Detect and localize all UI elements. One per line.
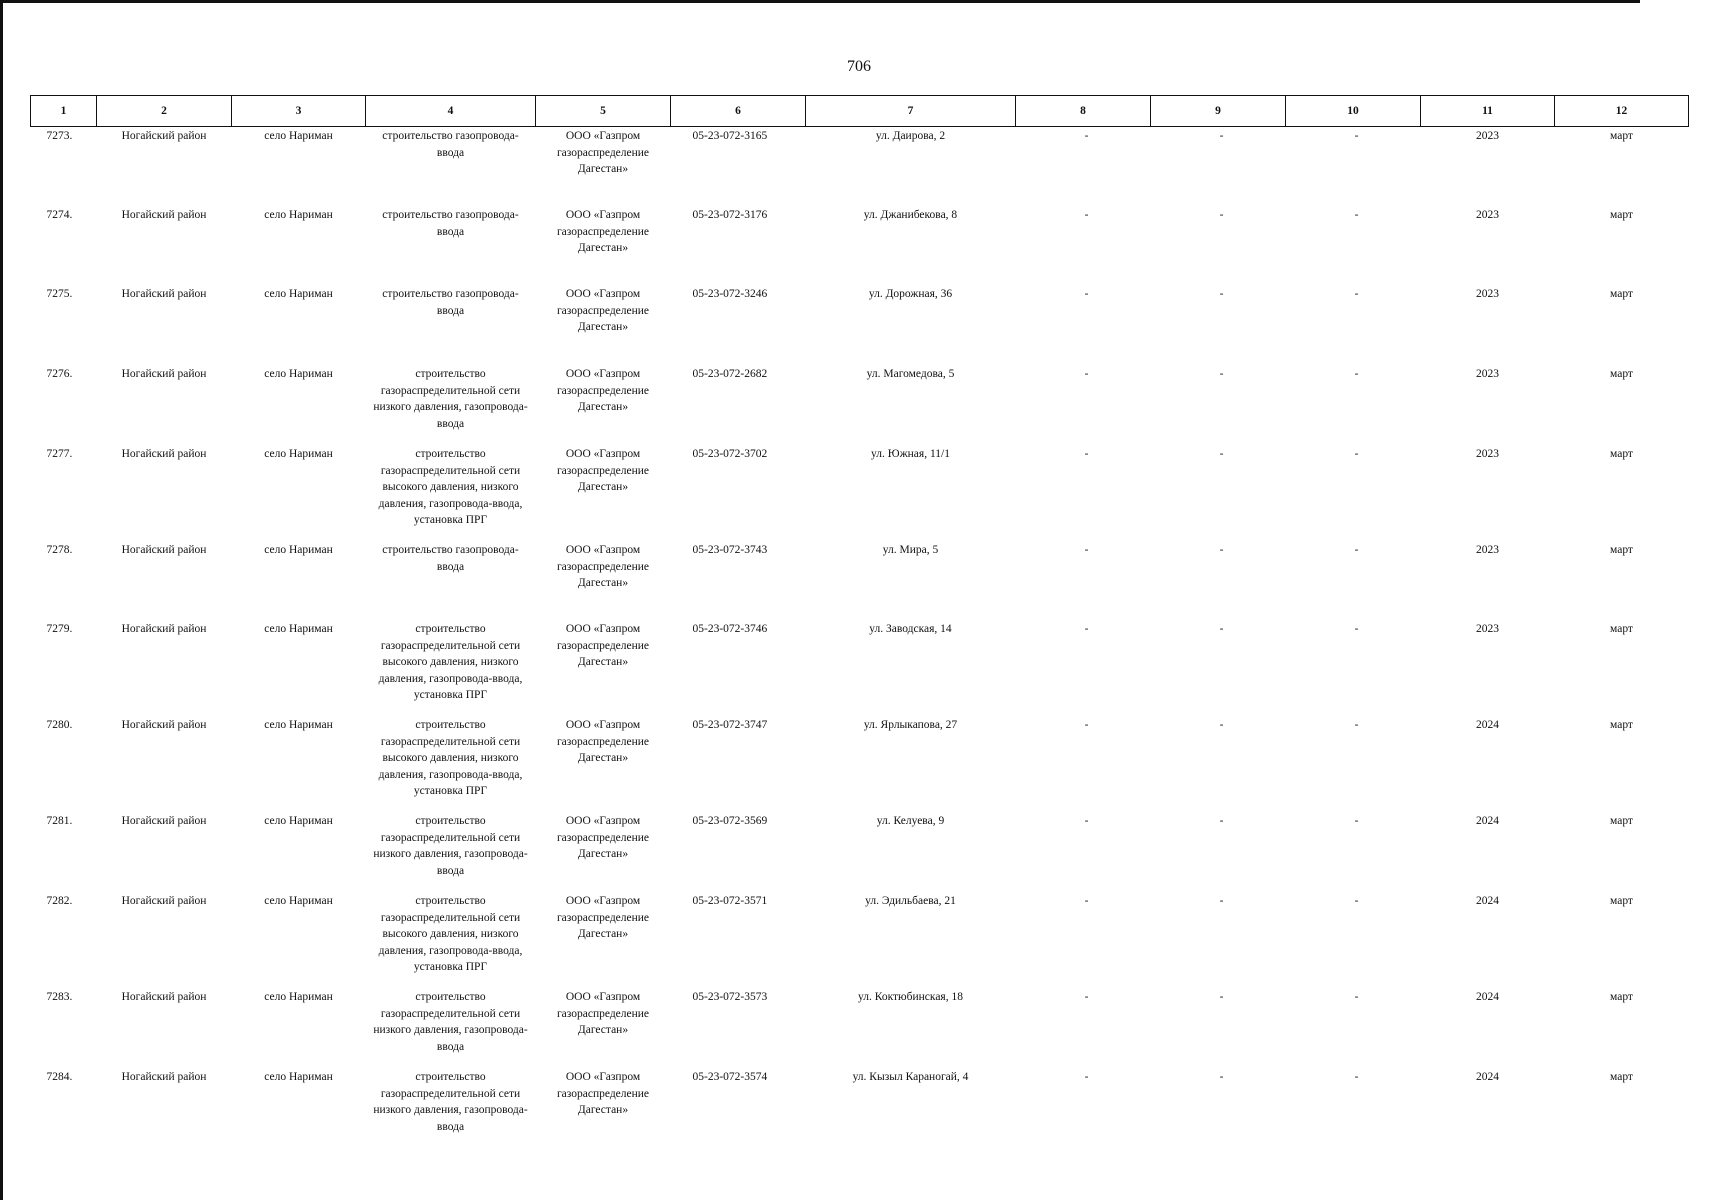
code-cell: 05-23-072-2682 <box>692 368 768 380</box>
year-cell: 2023 <box>1476 368 1499 380</box>
month-cell: март <box>1610 368 1633 380</box>
work-cell: строительство газопровода-ввода <box>382 209 519 238</box>
org-cell: ООО «Газпром газораспределение Дагестан» <box>556 815 650 860</box>
col10-cell: - <box>1354 130 1359 142</box>
col8-cell: - <box>1084 544 1089 556</box>
table-row <box>31 716 1689 812</box>
code-cell: 05-23-072-3165 <box>692 130 768 142</box>
row-number: 7280. <box>46 719 73 731</box>
column-header: 7 <box>806 96 1016 127</box>
table-row <box>31 892 1689 988</box>
register-table <box>30 95 1689 1139</box>
table-row <box>31 541 1689 620</box>
table-row <box>31 812 1689 892</box>
settlement-cell: село Нариман <box>264 209 333 221</box>
code-cell: 05-23-072-3747 <box>692 719 768 731</box>
col10-cell: - <box>1354 209 1359 221</box>
year-cell: 2023 <box>1476 623 1499 635</box>
code-cell: 05-23-072-3743 <box>692 544 768 556</box>
year-cell: 2023 <box>1476 130 1499 142</box>
col10-cell: - <box>1354 895 1359 907</box>
district-cell: Ногайский район <box>121 623 207 635</box>
org-cell: ООО «Газпром газораспределение Дагестан» <box>556 130 650 175</box>
org-cell: ООО «Газпром газораспределение Дагестан» <box>556 623 650 668</box>
org-cell: ООО «Газпром газораспределение Дагестан» <box>556 288 650 333</box>
settlement-cell: село Нариман <box>264 991 333 1003</box>
page-left-border <box>0 0 3 1200</box>
year-cell: 2024 <box>1476 895 1499 907</box>
settlement-cell: село Нариман <box>264 448 333 460</box>
column-header: 4 <box>366 96 536 127</box>
month-cell: март <box>1610 1071 1633 1083</box>
col8-cell: - <box>1084 448 1089 460</box>
col10-cell: - <box>1354 815 1359 827</box>
col8-cell: - <box>1084 1071 1089 1083</box>
header-row <box>31 96 1689 127</box>
table-row <box>31 620 1689 716</box>
col9-cell: - <box>1219 448 1224 460</box>
column-header: 10 <box>1286 96 1421 127</box>
code-cell: 05-23-072-3574 <box>692 1071 768 1083</box>
col8-cell: - <box>1084 368 1089 380</box>
year-cell: 2023 <box>1476 544 1499 556</box>
org-cell: ООО «Газпром газораспределение Дагестан» <box>556 209 650 254</box>
col9-cell: - <box>1219 1071 1224 1083</box>
page-top-border <box>0 0 1640 3</box>
settlement-cell: село Нариман <box>264 623 333 635</box>
address-cell: ул. Магомедова, 5 <box>866 368 955 380</box>
year-cell: 2024 <box>1476 991 1499 1003</box>
col8-cell: - <box>1084 895 1089 907</box>
col9-cell: - <box>1219 130 1224 142</box>
col10-cell: - <box>1354 448 1359 460</box>
month-cell: март <box>1610 130 1633 142</box>
district-cell: Ногайский район <box>121 130 207 142</box>
work-cell: строительство газопровода-ввода <box>382 544 519 573</box>
col10-cell: - <box>1354 544 1359 556</box>
row-number: 7278. <box>46 544 73 556</box>
code-cell: 05-23-072-3569 <box>692 815 768 827</box>
work-cell: строительство газораспределительной сети высокого давления, низкого давления, газопровода-ввода, установка ПРГ <box>378 448 523 526</box>
row-number: 7284. <box>46 1071 73 1083</box>
month-cell: март <box>1610 288 1633 300</box>
row-number: 7274. <box>46 209 73 221</box>
column-header: 5 <box>536 96 671 127</box>
table-row <box>31 1068 1689 1139</box>
table-row <box>31 206 1689 285</box>
org-cell: ООО «Газпром газораспределение Дагестан» <box>556 1071 650 1116</box>
work-cell: строительство газораспределительной сети низкого давления, газопровода-ввода <box>373 1071 528 1133</box>
col8-cell: - <box>1084 288 1089 300</box>
work-cell: строительство газораспределительной сети низкого давления, газопровода-ввода <box>373 368 528 430</box>
month-cell: март <box>1610 719 1633 731</box>
address-cell: ул. Кызыл Караногай, 4 <box>852 1071 969 1083</box>
col8-cell: - <box>1084 130 1089 142</box>
work-cell: строительство газораспределительной сети низкого давления, газопровода-ввода <box>373 991 528 1053</box>
settlement-cell: село Нариман <box>264 895 333 907</box>
district-cell: Ногайский район <box>121 288 207 300</box>
col10-cell: - <box>1354 991 1359 1003</box>
settlement-cell: село Нариман <box>264 544 333 556</box>
month-cell: март <box>1610 448 1633 460</box>
year-cell: 2024 <box>1476 815 1499 827</box>
address-cell: ул. Мира, 5 <box>882 544 939 556</box>
year-cell: 2023 <box>1476 288 1499 300</box>
col10-cell: - <box>1354 1071 1359 1083</box>
org-cell: ООО «Газпром газораспределение Дагестан» <box>556 991 650 1036</box>
col9-cell: - <box>1219 719 1224 731</box>
org-cell: ООО «Газпром газораспределение Дагестан» <box>556 719 650 764</box>
district-cell: Ногайский район <box>121 209 207 221</box>
col8-cell: - <box>1084 719 1089 731</box>
address-cell: ул. Джанибекова, 8 <box>863 209 958 221</box>
address-cell: ул. Эдильбаева, 21 <box>865 895 956 907</box>
column-header: 3 <box>232 96 366 127</box>
org-cell: ООО «Газпром газораспределение Дагестан» <box>556 895 650 940</box>
month-cell: март <box>1610 209 1633 221</box>
address-cell: ул. Заводская, 14 <box>869 623 952 635</box>
month-cell: март <box>1610 623 1633 635</box>
col10-cell: - <box>1354 719 1359 731</box>
col9-cell: - <box>1219 209 1224 221</box>
work-cell: строительство газораспределительной сети низкого давления, газопровода-ввода <box>373 815 528 877</box>
code-cell: 05-23-072-3746 <box>692 623 768 635</box>
code-cell: 05-23-072-3176 <box>692 209 768 221</box>
month-cell: март <box>1610 815 1633 827</box>
col9-cell: - <box>1219 991 1224 1003</box>
address-cell: ул. Даирова, 2 <box>875 130 946 142</box>
page-number: 706 <box>847 58 871 75</box>
district-cell: Ногайский район <box>121 368 207 380</box>
address-cell: ул. Южная, 11/1 <box>871 448 950 460</box>
work-cell: строительство газораспределительной сети высокого давления, низкого давления, газопровода-ввода, установка ПРГ <box>378 719 523 797</box>
work-cell: строительство газопровода-ввода <box>382 130 519 159</box>
org-cell: ООО «Газпром газораспределение Дагестан» <box>556 544 650 589</box>
address-cell: ул. Ярлыкапова, 27 <box>863 719 958 731</box>
settlement-cell: село Нариман <box>264 368 333 380</box>
code-cell: 05-23-072-3246 <box>692 288 768 300</box>
column-header: 12 <box>1555 96 1689 127</box>
month-cell: март <box>1610 991 1633 1003</box>
row-number: 7279. <box>46 623 73 635</box>
row-number: 7275. <box>46 288 73 300</box>
col8-cell: - <box>1084 209 1089 221</box>
settlement-cell: село Нариман <box>264 1071 333 1083</box>
year-cell: 2024 <box>1476 719 1499 731</box>
col9-cell: - <box>1219 895 1224 907</box>
row-number: 7273. <box>46 130 73 142</box>
district-cell: Ногайский район <box>121 1071 207 1083</box>
address-cell: ул. Келуева, 9 <box>876 815 945 827</box>
row-number: 7282. <box>46 895 73 907</box>
district-cell: Ногайский район <box>121 448 207 460</box>
row-number: 7276. <box>46 368 73 380</box>
district-cell: Ногайский район <box>121 815 207 827</box>
year-cell: 2023 <box>1476 209 1499 221</box>
table-row <box>31 127 1689 207</box>
code-cell: 05-23-072-3573 <box>692 991 768 1003</box>
column-header: 11 <box>1421 96 1555 127</box>
district-cell: Ногайский район <box>121 991 207 1003</box>
table-row <box>31 365 1689 445</box>
address-cell: ул. Коктюбинская, 18 <box>858 991 963 1003</box>
month-cell: март <box>1610 895 1633 907</box>
col10-cell: - <box>1354 288 1359 300</box>
district-cell: Ногайский район <box>121 895 207 907</box>
year-cell: 2023 <box>1476 448 1499 460</box>
settlement-cell: село Нариман <box>264 288 333 300</box>
address-cell: ул. Дорожная, 36 <box>868 288 953 300</box>
org-cell: ООО «Газпром газораспределение Дагестан» <box>556 448 650 493</box>
col10-cell: - <box>1354 368 1359 380</box>
work-cell: строительство газопровода-ввода <box>382 288 519 317</box>
code-cell: 05-23-072-3702 <box>692 448 768 460</box>
col9-cell: - <box>1219 815 1224 827</box>
col8-cell: - <box>1084 991 1089 1003</box>
row-number: 7283. <box>46 991 73 1003</box>
year-cell: 2024 <box>1476 1071 1499 1083</box>
table-row <box>31 445 1689 541</box>
code-cell: 05-23-072-3571 <box>692 895 768 907</box>
col8-cell: - <box>1084 623 1089 635</box>
district-cell: Ногайский район <box>121 719 207 731</box>
column-header: 6 <box>671 96 806 127</box>
column-header: 8 <box>1016 96 1151 127</box>
col9-cell: - <box>1219 288 1224 300</box>
district-cell: Ногайский район <box>121 544 207 556</box>
month-cell: март <box>1610 544 1633 556</box>
col8-cell: - <box>1084 815 1089 827</box>
work-cell: строительство газораспределительной сети высокого давления, низкого давления, газопровода-ввода, установка ПРГ <box>378 623 523 701</box>
column-header: 2 <box>97 96 232 127</box>
work-cell: строительство газораспределительной сети высокого давления, низкого давления, газопровода-ввода, установка ПРГ <box>378 895 523 973</box>
settlement-cell: село Нариман <box>264 815 333 827</box>
table-row <box>31 988 1689 1068</box>
col9-cell: - <box>1219 544 1224 556</box>
col9-cell: - <box>1219 623 1224 635</box>
col9-cell: - <box>1219 368 1224 380</box>
org-cell: ООО «Газпром газораспределение Дагестан» <box>556 368 650 413</box>
column-header: 9 <box>1151 96 1286 127</box>
column-header: 1 <box>31 96 97 127</box>
row-number: 7277. <box>46 448 73 460</box>
settlement-cell: село Нариман <box>264 130 333 142</box>
col10-cell: - <box>1354 623 1359 635</box>
row-number: 7281. <box>46 815 73 827</box>
settlement-cell: село Нариман <box>264 719 333 731</box>
table-row <box>31 285 1689 365</box>
